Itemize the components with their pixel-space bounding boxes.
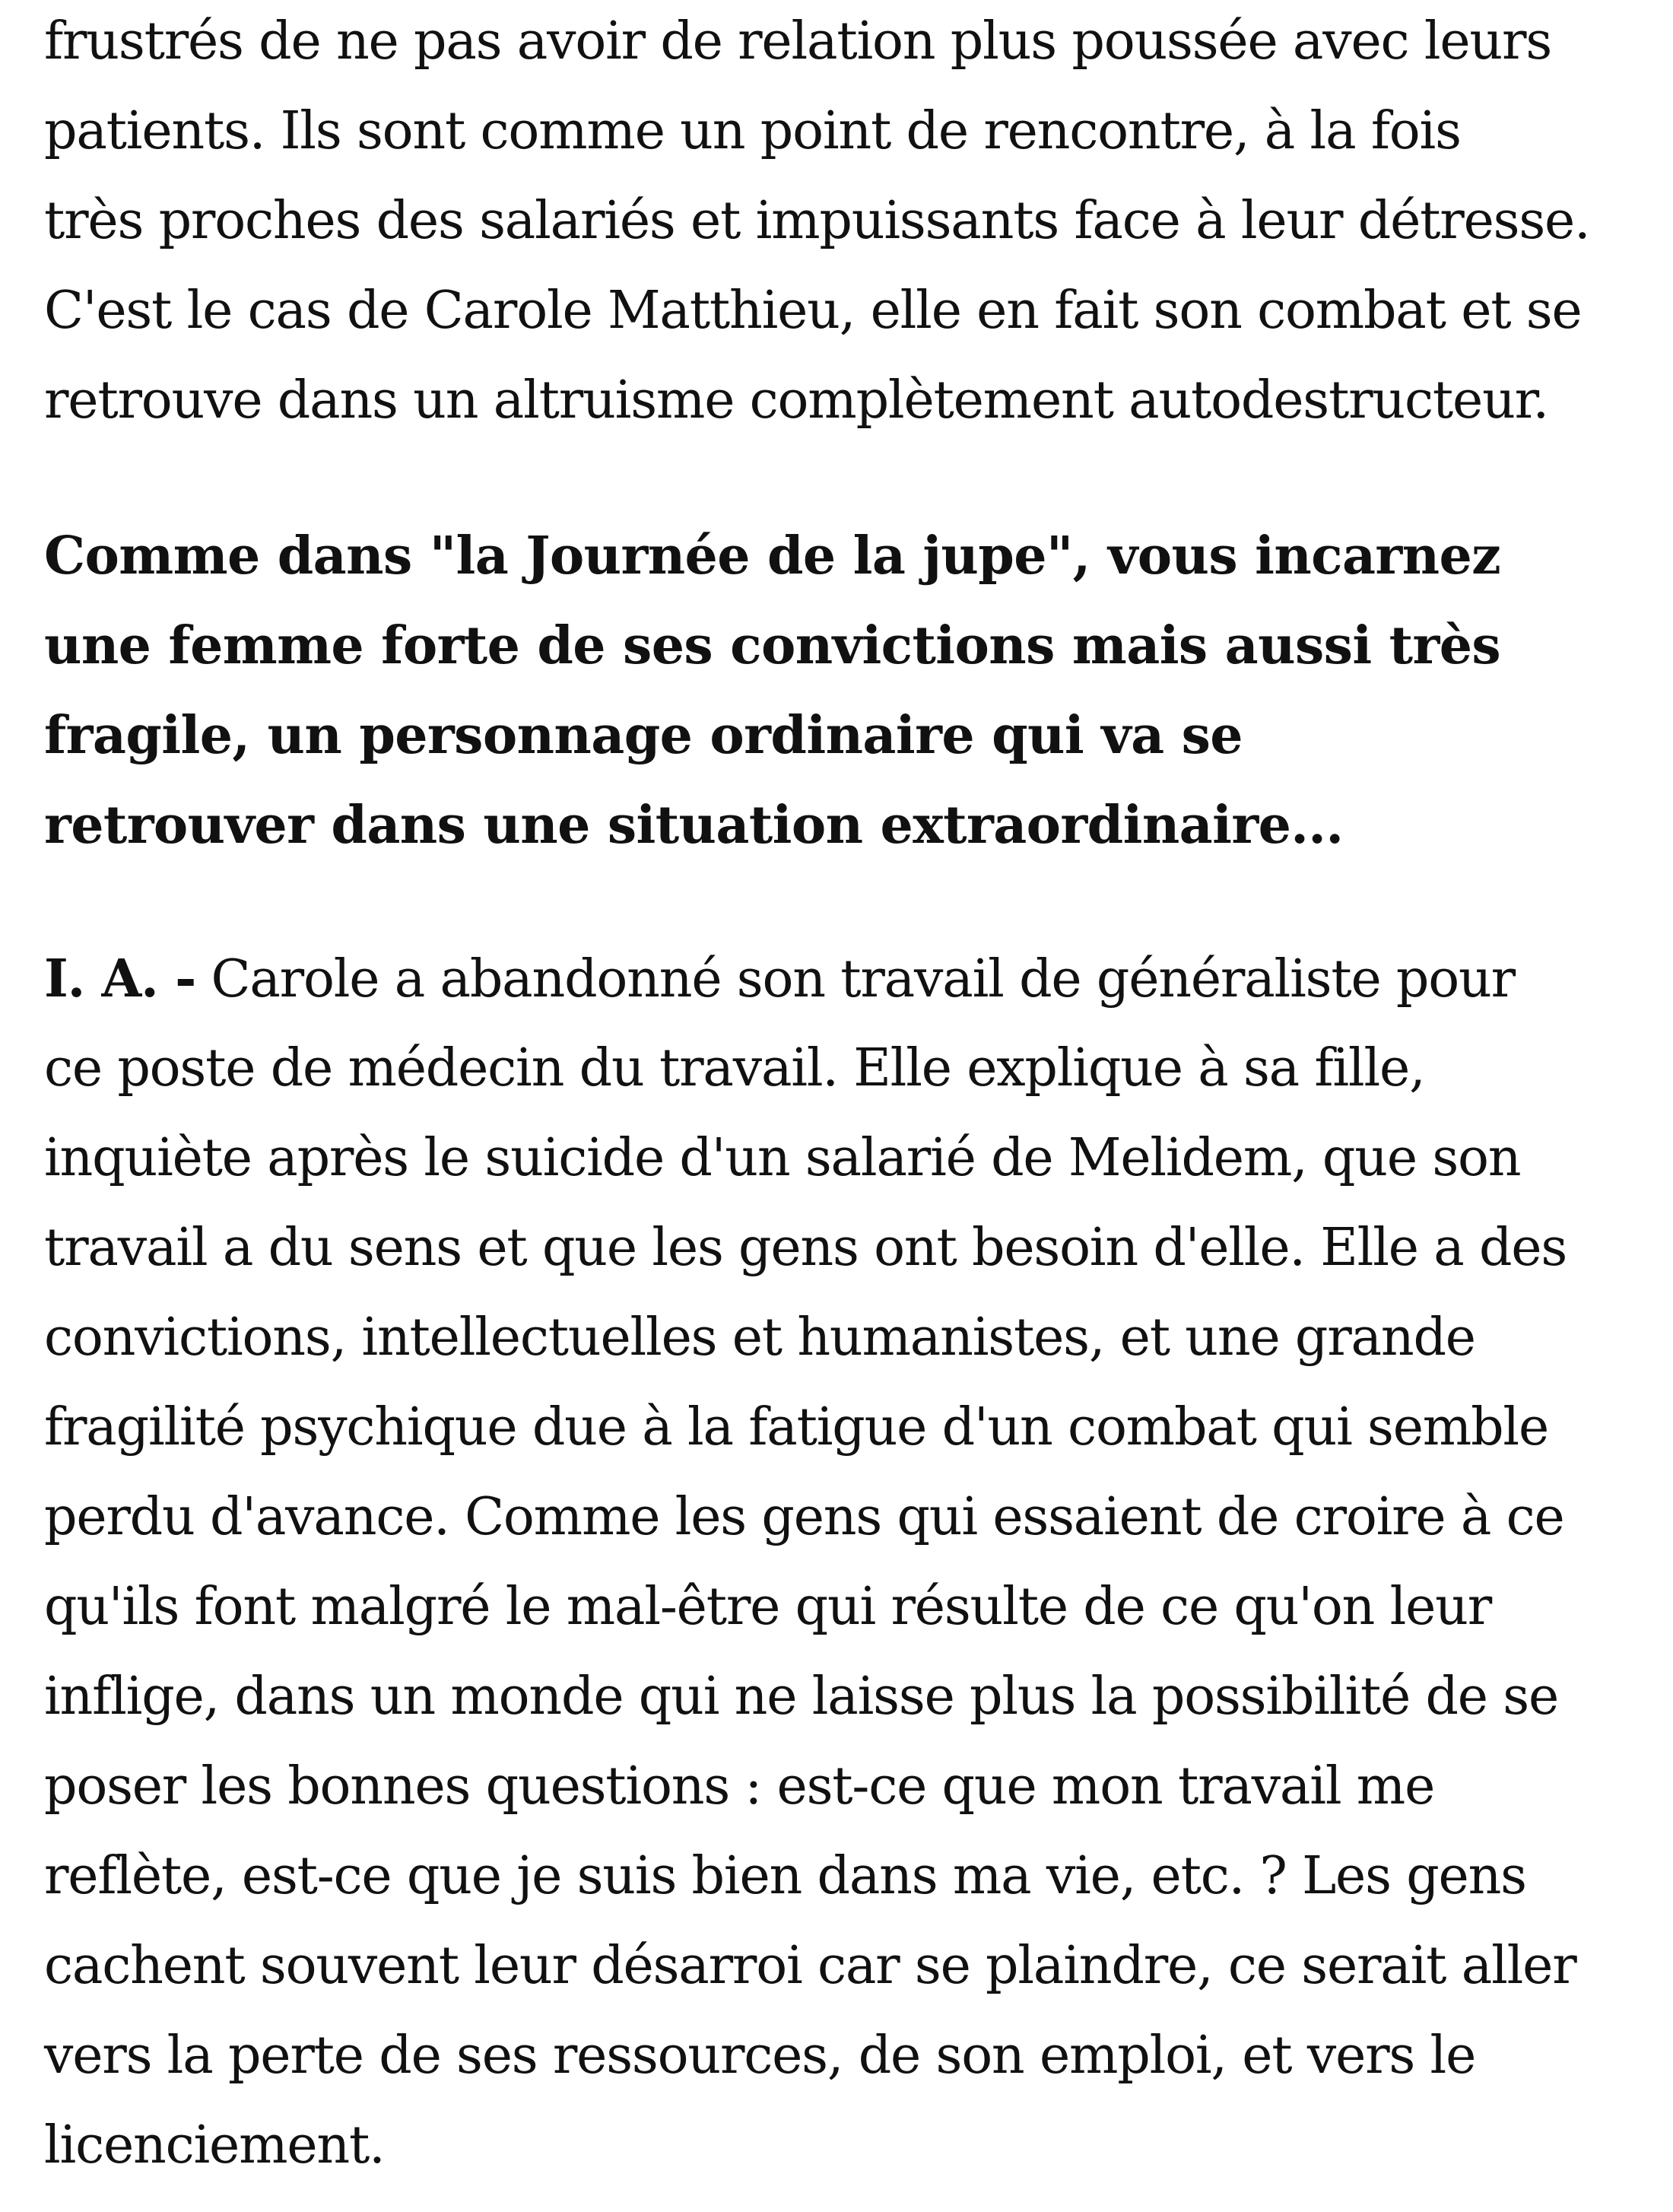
- answer-first-line-text: Carole a abandonné son travail de généraliste pour: [195, 949, 1515, 1009]
- paragraph-intro: [44, 0, 1589, 446]
- text-line: inflige, dans un monde qui ne laisse plus la possibilité de se: [44, 1667, 1559, 1727]
- text-line: qu'ils font malgré le mal-être qui résulte de ce qu'on leur: [44, 1577, 1492, 1637]
- text-line: convictions, intellectuelles et humanistes, et une grande: [44, 1308, 1475, 1368]
- text-line: cachent souvent leur désarroi car se plaindre, ce serait aller: [44, 1936, 1576, 1996]
- text-line: ce poste de médecin du travail. Elle explique à sa fille,: [44, 1038, 1425, 1098]
- text-line: patients. Ils sont comme un point de rencontre, à la fois: [44, 101, 1461, 161]
- answer-first-line: [44, 934, 1576, 1024]
- text-line: travail a du sens et que les gens ont besoin d'elle. Elle a des: [44, 1218, 1567, 1278]
- interview-answer: [44, 934, 1576, 2191]
- question-line: une femme forte de ses convictions mais aussi très: [44, 615, 1501, 676]
- text-line: vers la perte de ses ressources, de son emploi, et vers le: [44, 2026, 1476, 2086]
- text-line: C'est le cas de Carole Matthieu, elle en fait son combat et se: [44, 281, 1582, 341]
- question-line: Comme dans "la Journée de la jupe", vous incarnez: [44, 526, 1501, 586]
- text-line: licenciement.: [44, 2115, 385, 2175]
- text-line: fragilité psychique due à la fatigue d'un combat qui semble: [44, 1397, 1548, 1457]
- text-line: reflète, est-ce que je suis bien dans ma vie, etc. ? Les gens: [44, 1846, 1526, 1906]
- text-line: frustrés de ne pas avoir de relation plus poussée avec leurs: [44, 11, 1552, 72]
- text-line: inquiète après le suicide d'un salarié de Melidem, que son: [44, 1128, 1521, 1188]
- text-line: perdu d'avance. Comme les gens qui essaient de croire à ce: [44, 1487, 1564, 1547]
- speaker-initials: I. A. -: [44, 949, 196, 1009]
- interview-question: [44, 511, 1500, 870]
- text-line: poser les bonnes questions : est-ce que mon travail me: [44, 1756, 1435, 1816]
- text-line: très proches des salariés et impuissants face à leur détresse.: [44, 191, 1590, 251]
- text-line: retrouve dans un altruisme complètement autodestructeur.: [44, 370, 1548, 431]
- question-line: retrouver dans une situation extraordinaire...: [44, 795, 1344, 856]
- question-line: fragile, un personnage ordinaire qui va se: [44, 705, 1243, 766]
